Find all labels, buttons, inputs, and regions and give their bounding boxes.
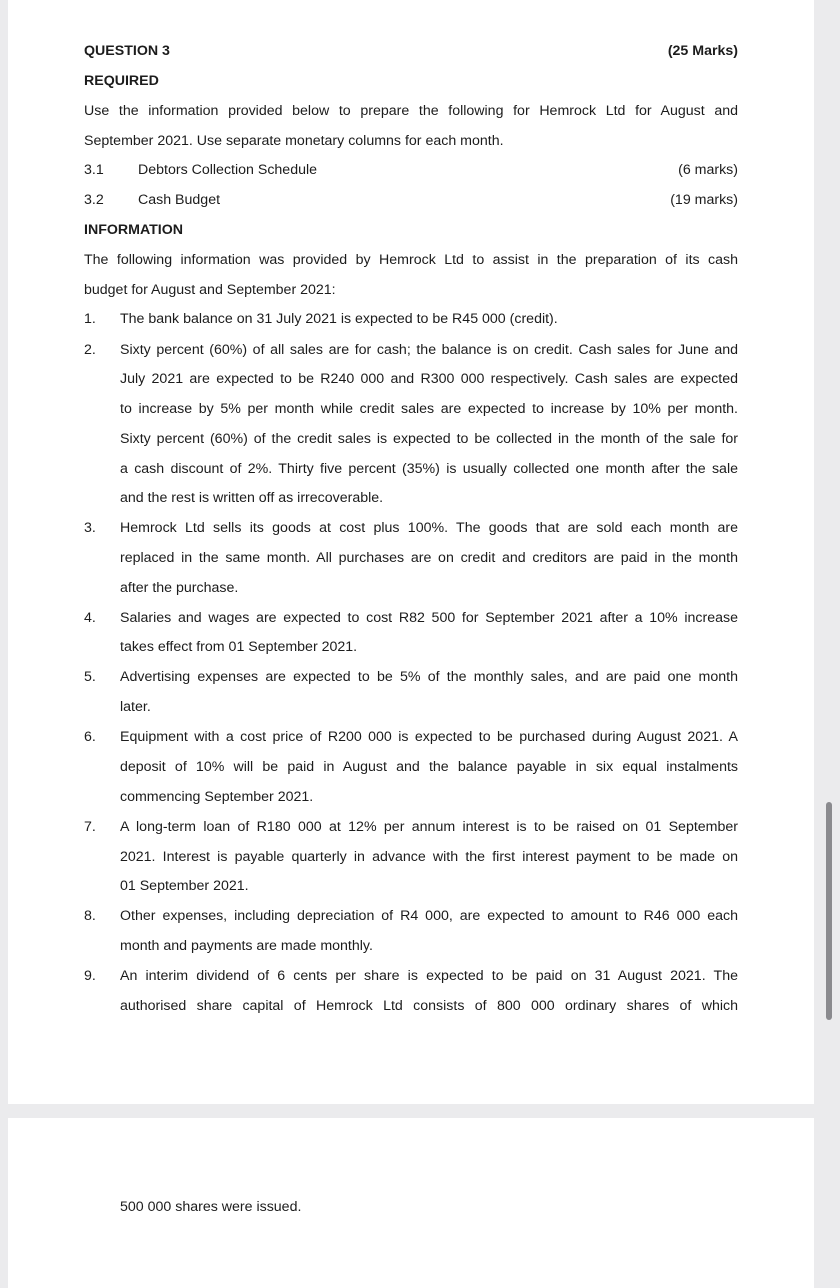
item-text-line: a cash discount of 2%. Thirty five percent (35%) is usually collected one month after the sale	[120, 461, 738, 477]
task-label: Cash Budget	[138, 192, 221, 208]
item-number: 1.	[84, 311, 96, 327]
item-text-line: replaced in the same month. All purchases are on credit and creditors are paid in the month	[120, 550, 738, 566]
question-heading: QUESTION 3	[84, 43, 170, 59]
required-text-line-2: September 2021. Use separate monetary columns for each month.	[84, 133, 504, 149]
information-intro-line-2: budget for August and September 2021:	[84, 282, 336, 298]
item-text-line: later.	[120, 699, 151, 715]
item-text-line: An interim dividend of 6 cents per share is expected to be paid on 31 August 2021. The	[120, 968, 738, 984]
item-text-line: authorised share capital of Hemrock Ltd consists of 800 000 ordinary shares of which	[120, 998, 738, 1014]
item-text-line: 500 000 shares were issued.	[120, 1199, 302, 1215]
item-number: 5.	[84, 669, 96, 685]
task-number: 3.1	[84, 162, 104, 178]
task-marks: (6 marks)	[678, 162, 738, 178]
item-text-line: commencing September 2021.	[120, 789, 314, 805]
information-heading: INFORMATION	[84, 222, 184, 238]
item-text-line: Other expenses, including depreciation of R4 000, are expected to amount to R46 000 each	[120, 908, 738, 924]
item-number: 8.	[84, 908, 96, 924]
vertical-scrollbar[interactable]	[826, 802, 832, 1020]
item-text-line: Sixty percent (60%) of the credit sales is expected to be collected in the month of the sale for	[120, 431, 738, 447]
item-text-line: and the rest is written off as irrecoverable.	[120, 490, 384, 506]
required-heading: REQUIRED	[84, 73, 159, 89]
item-number: 7.	[84, 819, 96, 835]
document-page-1	[8, 0, 814, 1104]
item-text-line: July 2021 are expected to be R240 000 and R300 000 respectively. Cash sales are expected	[120, 371, 738, 387]
item-text-line: 2021. Interest is payable quarterly in advance with the first interest payment to be made on	[120, 849, 738, 865]
item-text-line: The bank balance on 31 July 2021 is expected to be R45 000 (credit).	[120, 311, 558, 327]
task-number: 3.2	[84, 192, 104, 208]
item-number: 9.	[84, 968, 96, 984]
item-text-line: Salaries and wages are expected to cost R82 500 for September 2021 after a 10% increase	[120, 610, 738, 626]
item-text-line: deposit of 10% will be paid in August and the balance payable in six equal instalments	[120, 759, 738, 775]
item-number: 3.	[84, 520, 96, 536]
item-text-line: after the purchase.	[120, 580, 239, 596]
task-label: Debtors Collection Schedule	[138, 162, 318, 178]
item-number: 6.	[84, 729, 96, 745]
item-text-line: takes effect from 01 September 2021.	[120, 639, 358, 655]
item-text-line: 01 September 2021.	[120, 878, 249, 894]
document-page-2	[8, 1118, 814, 1288]
item-text-line: to increase by 5% per month while credit sales are expected to increase by 10% per month.	[120, 401, 738, 417]
item-text-line: Equipment with a cost price of R200 000 is expected to be purchased during August 2021. A	[120, 729, 738, 745]
item-text-line: A long-term loan of R180 000 at 12% per annum interest is to be raised on 01 September	[120, 819, 738, 835]
information-intro-line-1: The following information was provided by Hemrock Ltd to assist in the preparation of its cash	[84, 252, 738, 268]
item-number: 4.	[84, 610, 96, 626]
required-text-line-1: Use the information provided below to prepare the following for Hemrock Ltd for August and	[84, 103, 738, 119]
item-number: 2.	[84, 342, 96, 358]
item-text-line: month and payments are made monthly.	[120, 938, 373, 954]
item-text-line: Advertising expenses are expected to be 5% of the monthly sales, and are paid one month	[120, 669, 738, 685]
question-total-marks: (25 Marks)	[667, 43, 738, 59]
item-text-line: Hemrock Ltd sells its goods at cost plus 100%. The goods that are sold each month are	[120, 520, 738, 536]
task-marks: (19 marks)	[670, 192, 738, 208]
item-text-line: Sixty percent (60%) of all sales are for cash; the balance is on credit. Cash sales for June and	[120, 342, 738, 358]
